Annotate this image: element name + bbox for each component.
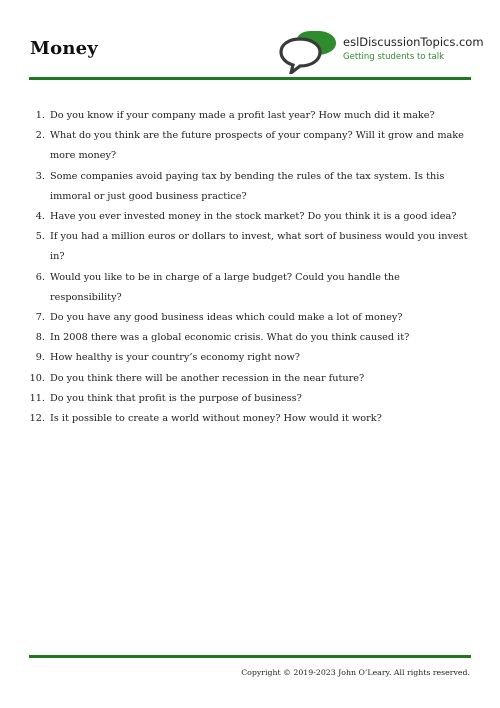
header-divider [29,77,471,80]
question-number: 9. [35,352,45,364]
question-number: 4. [35,211,45,223]
question-text: Do you have any good business ideas which could make a lot of money? [50,312,403,324]
logo-tagline: Getting students to talk [343,52,445,62]
question-text: Would you like to be in charge of a large budget? Could you handle the responsibility? [50,271,400,303]
question-text: Have you ever invested money in the stock market? Do you think it is a good idea? [50,211,457,223]
question-number: 11. [29,392,45,404]
list-item [20,126,470,166]
list-item [20,207,470,227]
question-list [20,106,470,429]
question-text: Do you think there will be another recession in the near future? [50,372,365,384]
question-number: 7. [35,312,45,324]
question-number: 2. [35,130,45,142]
site-logo[interactable] [278,28,484,74]
page-title: Money [30,38,98,59]
question-text: Do you think that profit is the purpose of business? [50,392,302,404]
question-number: 6. [35,271,45,283]
question-number: 10. [29,372,45,384]
copyright-notice: Copyright © 2019-2023 John O’Leary. All rights reserved. [241,668,470,677]
speech-bubbles-icon [278,28,342,74]
list-item [20,409,470,429]
footer-divider [29,655,471,658]
list-item [20,369,470,389]
list-item [20,227,470,267]
list-item [20,308,470,328]
question-text: Some companies avoid paying tax by bending the rules of the tax system. Is this immoral or just good business practice? [50,170,445,202]
logo-name: eslDiscussionTopics.com [343,35,484,49]
question-text: If you had a million euros or dollars to invest, what sort of business would you invest in? [50,231,468,263]
question-text: Is it possible to create a world without money? How would it work? [50,413,382,425]
list-item [20,389,470,409]
list-item [20,106,470,126]
list-item [20,167,470,207]
question-number: 5. [35,231,45,243]
list-item [20,328,470,348]
question-text: Do you know if your company made a profit last year? How much did it make? [50,110,435,121]
list-item [20,268,470,308]
question-text: How healthy is your country’s economy right now? [50,352,300,364]
question-text: In 2008 there was a global economic crisis. What do you think caused it? [50,332,410,344]
question-number: 12. [29,413,45,425]
list-item [20,348,470,368]
question-number: 8. [35,332,45,344]
question-text: What do you think are the future prospects of your company? Will it grow and make more money? [50,130,464,162]
question-number: 3. [35,170,45,182]
question-number: 1. [35,110,45,121]
